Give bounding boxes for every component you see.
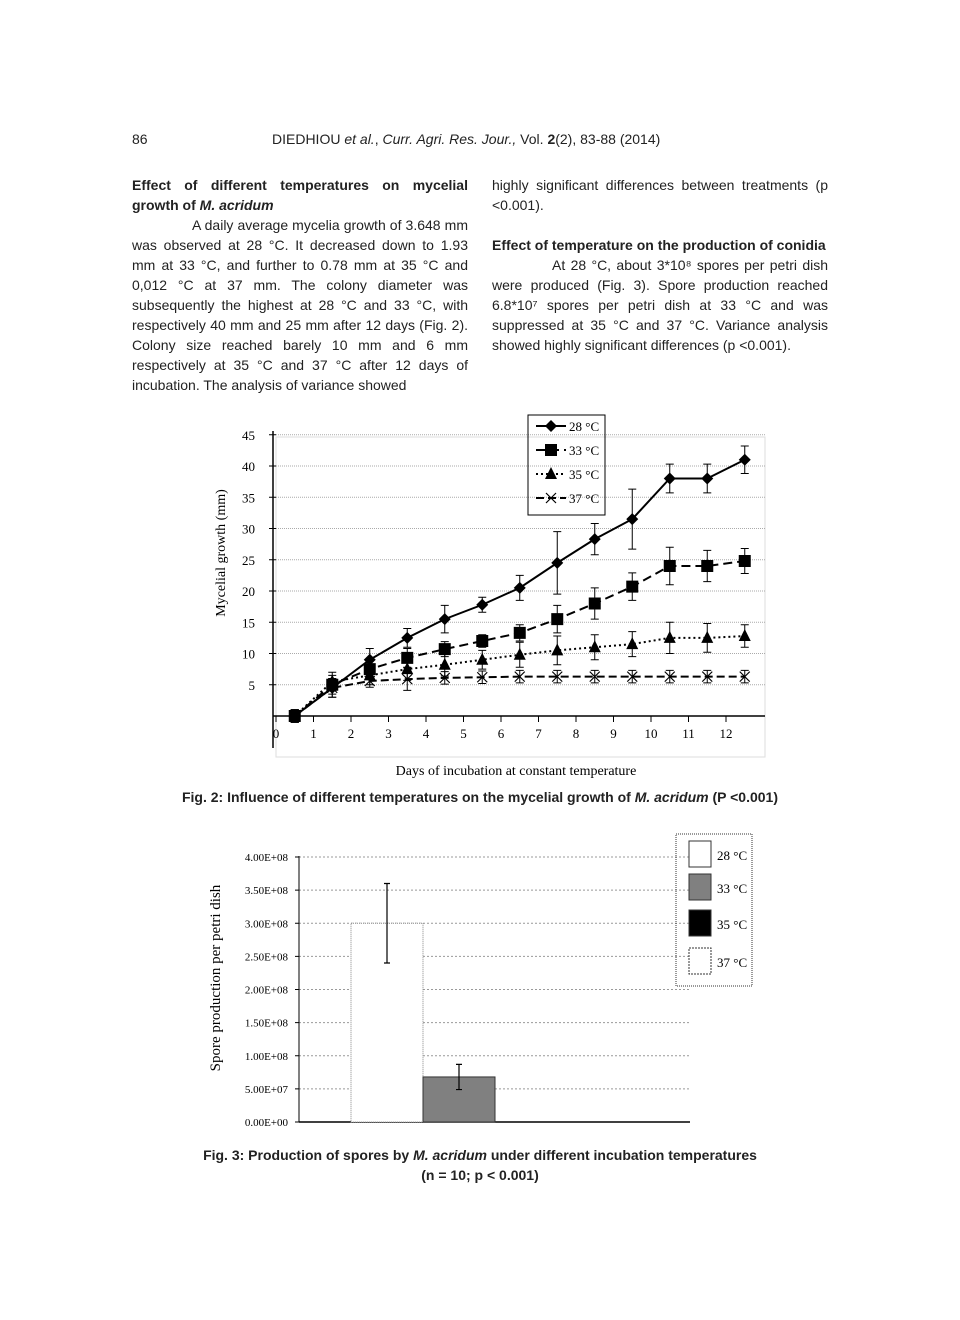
y-tick-label: 15 bbox=[242, 615, 255, 631]
x-tick-label: 7 bbox=[535, 726, 542, 741]
x-tick-label: 9 bbox=[610, 726, 617, 741]
y-tick-label: 1.50E+08 bbox=[244, 1017, 288, 1030]
y-tick-label: 10 bbox=[242, 646, 255, 662]
caption-text: Fig. 2: Influence of different temperatures on the mycelial growth of bbox=[181, 789, 635, 805]
x-tick-label: 3 bbox=[385, 726, 392, 741]
figure-3-caption bbox=[100, 1145, 860, 1185]
legend-label: 37 °C bbox=[717, 955, 748, 970]
issue-pages: (2), 83-88 (2014) bbox=[555, 131, 661, 147]
x-tick-label: 11 bbox=[682, 726, 695, 741]
x-tick-label: 6 bbox=[497, 726, 505, 741]
running-header: DIEDHIOU et al., Curr. Agri. Res. Jour., Vol. 2(2), 83-88 (2014) bbox=[272, 131, 661, 147]
y-tick-label: 2.00E+08 bbox=[244, 984, 288, 997]
y-tick-label: 35 bbox=[242, 490, 255, 506]
vol-label: Vol. bbox=[516, 131, 548, 147]
paragraph: A daily average mycelia growth of 3.648 mm was observed at 28 °C. It decreased down to 1.93 mm at 33 °C, and further to 0.78 mm at 35 °C and 0,012 °C at 37 mm. The colony diameter was subsequently the highest at 28 °C and 33 °C, with respectively 40 mm and 25 mm after 12 days (Fig. 2). Colony size reached barely 10 mm and 6 mm respectively at 35 °C and 37 °C after 12 days of incubation. The analysis of variance showed bbox=[132, 217, 468, 393]
x-tick-label: 4 bbox=[422, 726, 430, 741]
caption-stats: (n = 10; p < 0.001) bbox=[421, 1167, 539, 1183]
y-tick-label: 3.50E+08 bbox=[244, 885, 288, 898]
legend-label: 37 °C bbox=[569, 491, 600, 506]
y-axis-label: Mycelial growth (mm) bbox=[214, 489, 229, 617]
heading-species: M. acridum bbox=[199, 197, 274, 213]
x-tick-label: 12 bbox=[719, 726, 733, 741]
caption-text: under different incubation temperatures bbox=[486, 1147, 757, 1163]
x-tick-label: 2 bbox=[347, 726, 355, 741]
y-tick-label: 1.00E+08 bbox=[244, 1050, 288, 1063]
journal: Curr. Agri. Res. Jour., bbox=[382, 131, 517, 147]
y-tick-label: 4.00E+08 bbox=[244, 852, 288, 864]
y-tick-label: 5 bbox=[248, 677, 255, 693]
legend-label: 33 °C bbox=[717, 881, 748, 896]
x-axis-label: Days of incubation at constant temperature bbox=[395, 764, 637, 779]
caption-text: (P <0.001) bbox=[708, 789, 779, 805]
legend-swatch bbox=[689, 841, 711, 867]
y-tick-label: 5.00E+07 bbox=[244, 1083, 288, 1096]
x-tick-label: 0 bbox=[272, 726, 280, 741]
paragraph: At 28 °C, about 3*10⁸ spores per petri dish were produced (Fig. 3). Spore production reached 6.8*10⁷ spores per petri dish at 33 °C and was suppressed at 35 °C and 37 °C. Variance analysis showed highly significant differences (p <0.001). bbox=[492, 257, 828, 353]
legend-label: 35 °C bbox=[717, 917, 748, 932]
section-heading: Effect of temperature on the production of conidia bbox=[492, 237, 826, 253]
legend-label: 35 °C bbox=[569, 467, 600, 482]
caption-species: M. acridum bbox=[413, 1147, 487, 1163]
legend-swatch bbox=[689, 874, 711, 900]
x-tick-label: 5 bbox=[460, 726, 467, 741]
legend-label: 28 °C bbox=[717, 848, 748, 863]
y-tick-label: 30 bbox=[242, 521, 255, 537]
legend-label: 28 °C bbox=[569, 419, 600, 434]
y-tick-label: 2.50E+08 bbox=[244, 951, 288, 964]
y-tick-label: 45 bbox=[242, 427, 255, 443]
y-tick-label: 3.00E+08 bbox=[244, 918, 288, 931]
legend-swatch bbox=[689, 910, 711, 936]
heading-text: Effect of different temperatures on mycelial growth of bbox=[132, 177, 468, 213]
legend-label: 33 °C bbox=[569, 443, 600, 458]
authors: DIEDHIOU bbox=[272, 131, 341, 147]
paragraph: highly significant differences between treatments (p <0.001). bbox=[492, 177, 828, 213]
legend-swatch bbox=[689, 948, 711, 974]
caption-species: M. acridum bbox=[634, 789, 709, 805]
caption-text: Fig. 3: Production of spores by bbox=[203, 1147, 414, 1163]
y-axis-label: Spore production per petri dish bbox=[208, 884, 224, 1072]
y-tick-label: 20 bbox=[242, 584, 255, 599]
x-tick-label: 10 bbox=[644, 726, 658, 741]
page-number: 86 bbox=[132, 131, 148, 147]
y-tick-label: 0.00E+00 bbox=[244, 1117, 288, 1129]
volume: 2 bbox=[547, 131, 556, 147]
y-tick-label: 25 bbox=[242, 552, 255, 568]
x-tick-label: 1 bbox=[310, 726, 317, 741]
y-tick-label: 40 bbox=[242, 459, 255, 474]
et-al: et al. bbox=[340, 131, 375, 147]
x-tick-label: 8 bbox=[572, 726, 580, 741]
